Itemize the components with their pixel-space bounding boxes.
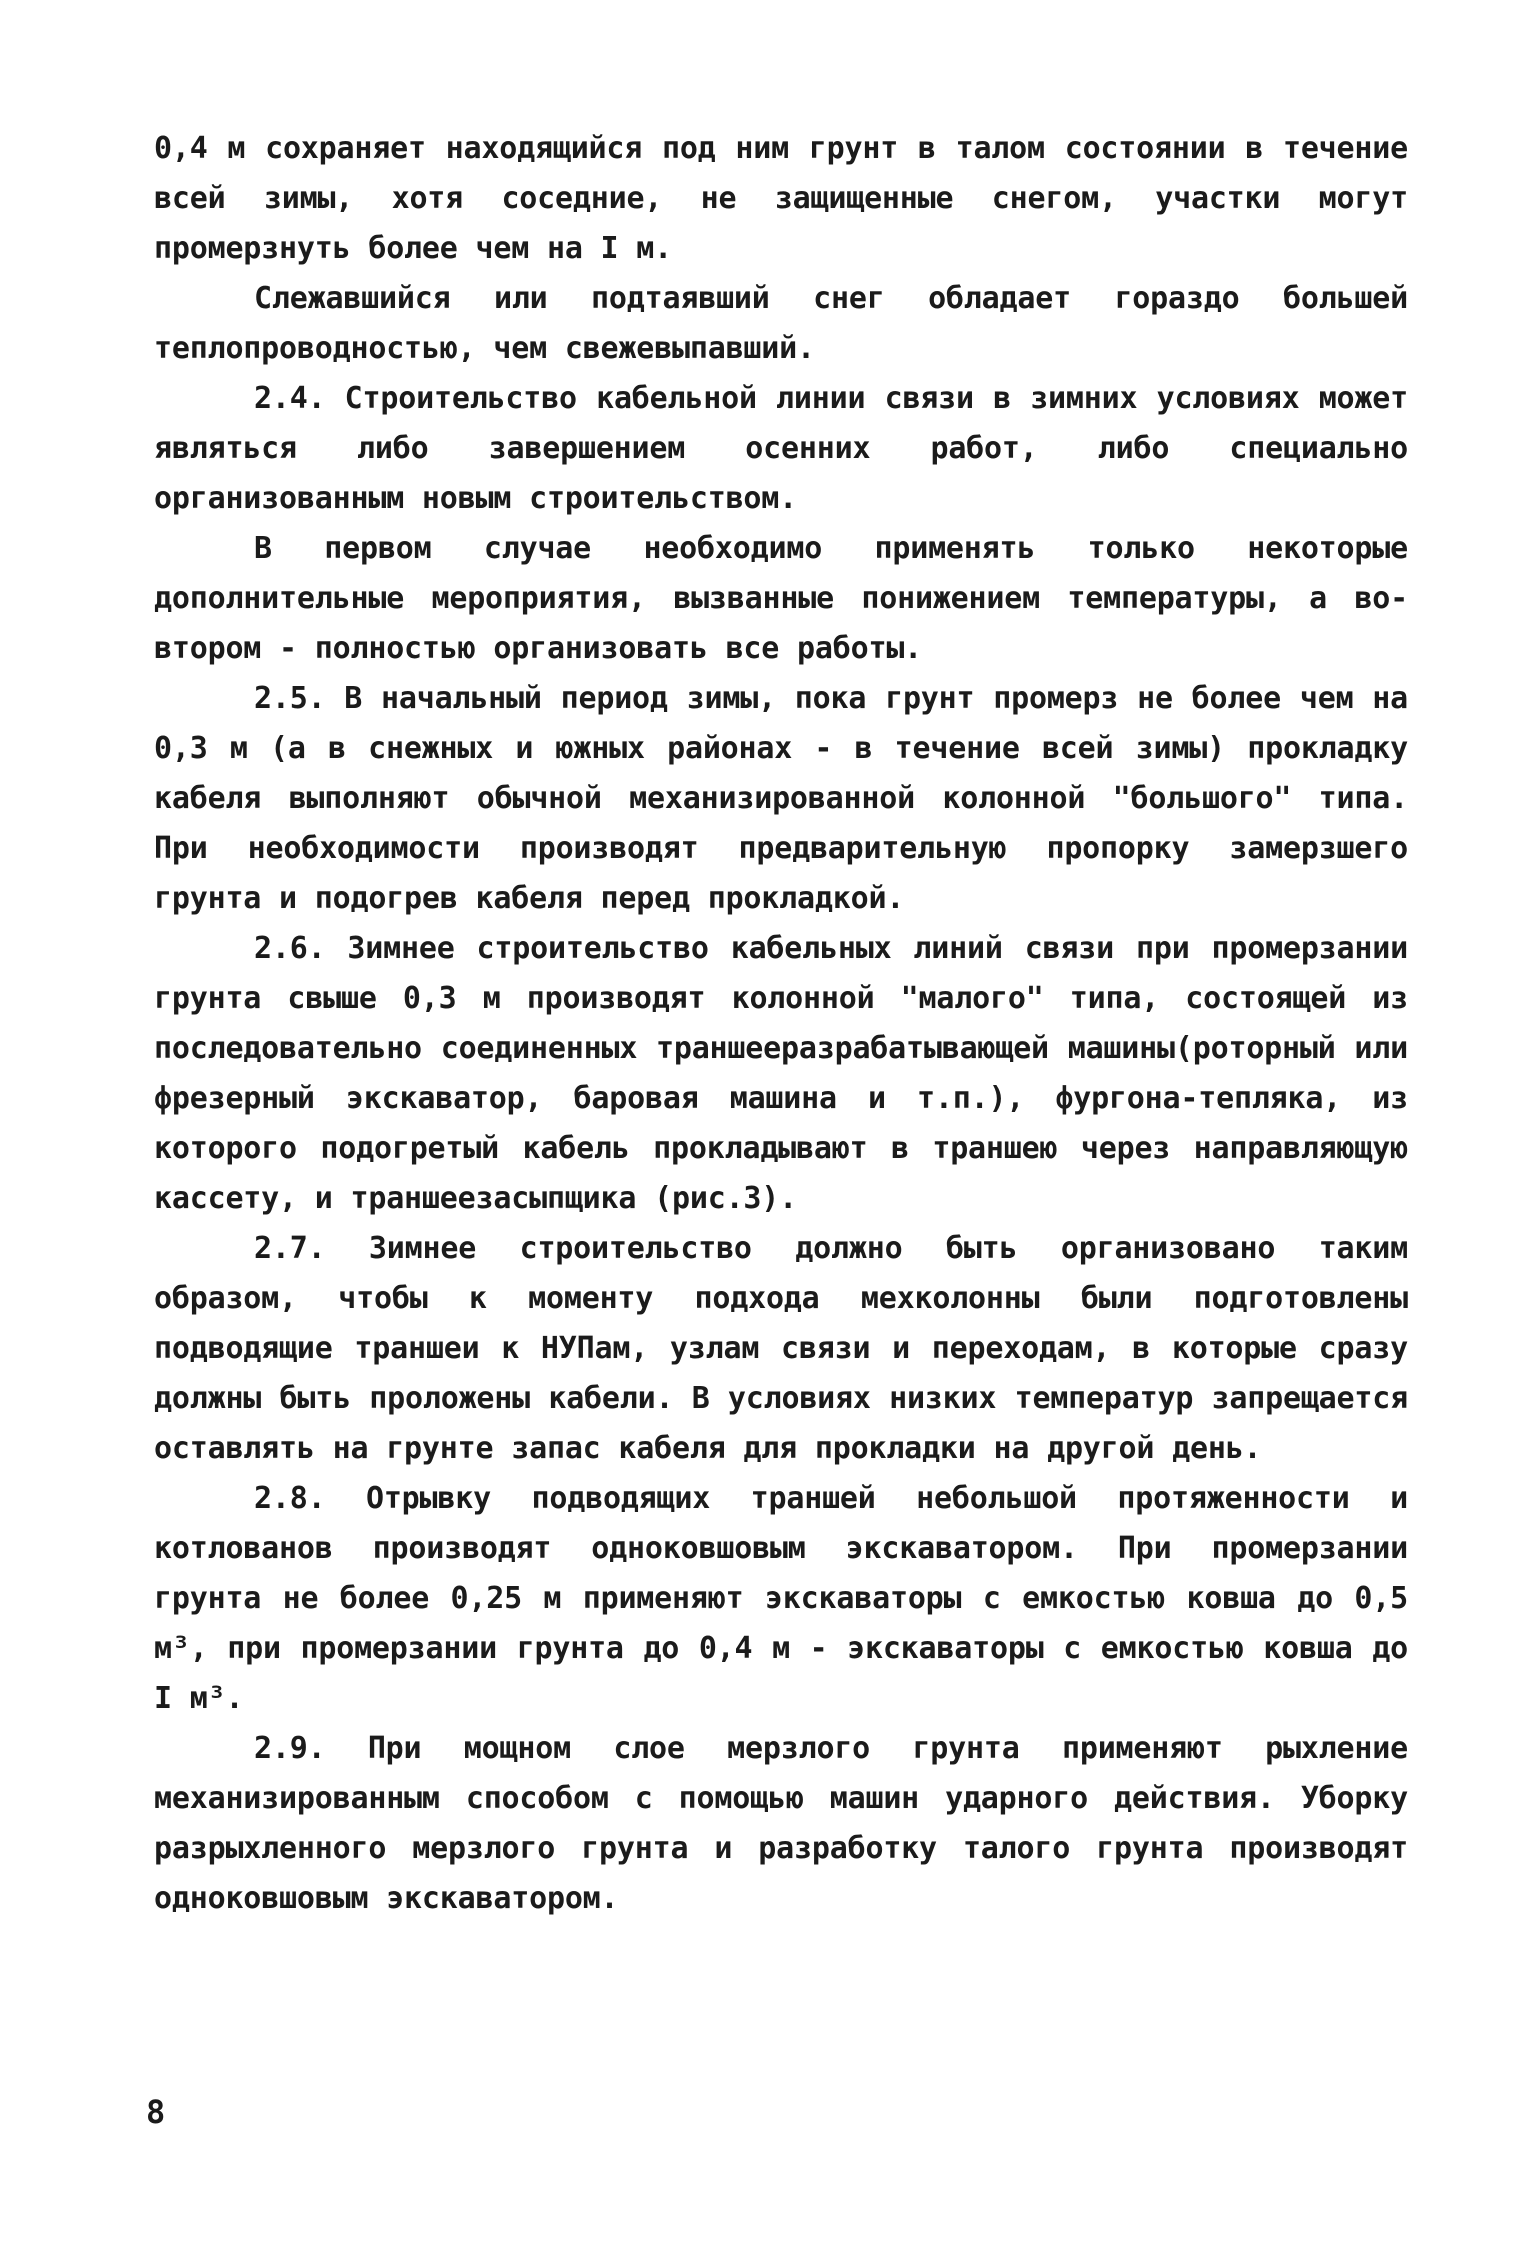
page-number: 8 xyxy=(146,2093,166,2131)
paragraph-2-6: 2.6. Зимнее строительство кабельных линий связи при промерзании грунта свыше 0,3 м производят колонной "малого" типа, состоящей из последовательно соединенных траншееразрабатывающей машины(роторный или фрезерный экскаватор, баровая машина и т.п.), фургона-тепляка, из которого подогретый кабель прокладывают в траншею через направляющую кассету, и траншеезасыпщика (рис.3). xyxy=(154,931,1408,1216)
paragraph-first-case: В первом случае необходимо применять только некоторые дополнительные мероприятия, вызванные понижением температуры, а во-втором - полностью организовать все работы. xyxy=(154,531,1408,666)
paragraph-2-9: 2.9. При мощном слое мерзлого грунта применяют рыхление механизированным способом с помощью машин ударного действия. Уборку разрыхленного мерзлого грунта и разработку талого грунта производят одноковшовым экскаватором. xyxy=(154,1731,1408,1916)
paragraph-continuation: 0,4 м сохраняет находящийся под ним грунт в талом состоянии в течение всей зимы, хотя соседние, не защищенные снегом, участки могут промерзнуть более чем на I м. xyxy=(154,131,1408,266)
paragraph-snow-conductivity: Слежавшийся или подтаявший снег обладает гораздо большей теплопроводностью, чем свежевыпавший. xyxy=(154,281,1408,366)
body-text xyxy=(154,124,1408,1924)
paragraph-2-4: 2.4. Строительство кабельной линии связи в зимних условиях может являться либо завершением осенних работ, либо специально организованным новым строительством. xyxy=(154,381,1408,516)
paragraph-2-8: 2.8. Отрывку подводящих траншей небольшой протяженности и котлованов производят одноковшовым экскаватором. При промерзании грунта не более 0,25 м применяют экскаваторы с емкостью ковша до 0,5 м³, при промерзании грунта до 0,4 м - экскаваторы с емкостью ковша до I м³. xyxy=(154,1481,1408,1716)
paragraph-2-5: 2.5. В начальный период зимы, пока грунт промерз не более чем на 0,3 м (а в снежных и южных районах - в течение всей зимы) прокладку кабеля выполняют обычной механизированной колонной "большого" типа. При необходимости производят предварительную пропорку замерзшего грунта и подогрев кабеля перед прокладкой. xyxy=(154,681,1408,916)
paragraph-2-7: 2.7. Зимнее строительство должно быть организовано таким образом, чтобы к моменту подхода мехколонны были подготовлены подводящие траншеи к НУПам, узлам связи и переходам, в которые сразу должны быть проложены кабели. В условиях низких температур запрещается оставлять на грунте запас кабеля для прокладки на другой день. xyxy=(154,1231,1408,1466)
